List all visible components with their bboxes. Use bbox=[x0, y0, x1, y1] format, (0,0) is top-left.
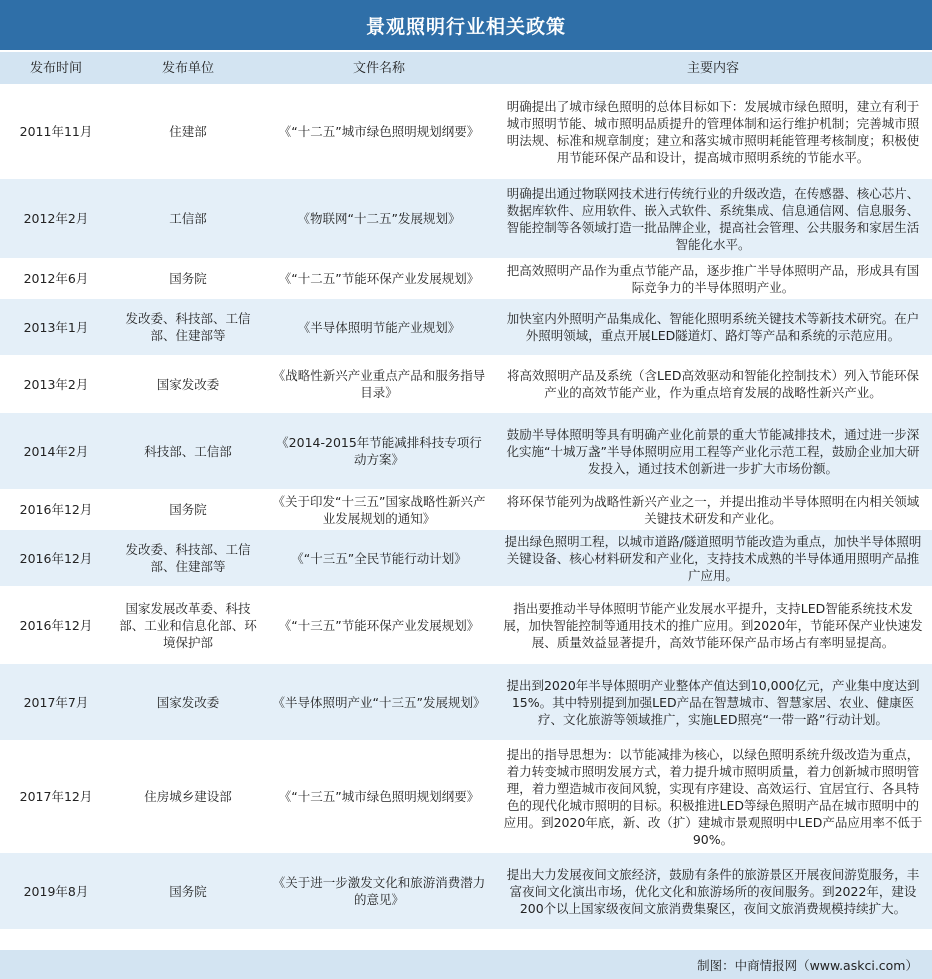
cell-content: 明确提出了城市绿色照明的总体目标如下：发展城市绿色照明，建立有利于城市照明节能、城市照明品质提升的管理体制和运行维护机制；完善城市照明法规、标准和规章制度；建立和落实城市照明耗能管理考核制度；积极使用节能环保产品和设计，提高城市照明系统的节能水平。 bbox=[494, 85, 932, 179]
cell-content: 明确提出通过物联网技术进行传统行业的升级改造，在传感器、核心芯片、数据库软件、应用软件、嵌入式软件、系统集成、信息通信网、信息服务、智能控制等各领域打造一批品牌企业，提高社会管理、公共服务和家居生活智能化水平。 bbox=[494, 179, 932, 259]
cell-unit: 国家发改委 bbox=[112, 356, 264, 413]
cell-doc: 《2014-2015年节能减排科技专项行动方案》 bbox=[264, 413, 494, 490]
cell-content: 指出要推动半导体照明节能产业发展水平提升，支持LED智能系统技术发展，加快智能控制等通用技术的推广应用。到2020年，节能环保产业快速发展、质量效益显著提升，高效节能环保产品市场占有率明显提高。 bbox=[494, 587, 932, 664]
cell-content: 鼓励半导体照明等具有明确产业化前景的重大节能减排技术，通过进一步深化实施“十城万盏”半导体照明应用工程等产业化示范工程，鼓励企业加大研发投入，通过技术创新进一步扩大市场份额。 bbox=[494, 413, 932, 490]
page-title: 景观照明行业相关政策 bbox=[0, 0, 932, 50]
cell-doc: 《半导体照明产业“十三五”发展规划》 bbox=[264, 664, 494, 741]
cell-doc: 《半导体照明节能产业规划》 bbox=[264, 299, 494, 356]
table-header-row bbox=[0, 52, 932, 85]
header-unit: 发布单位 bbox=[112, 52, 264, 85]
cell-content: 将高效照明产品及系统（含LED高效驱动和智能化控制技术）列入节能环保产业的高效节能产业，作为重点培育发展的战略性新兴产业。 bbox=[494, 356, 932, 413]
cell-doc: 《物联网“十二五”发展规划》 bbox=[264, 179, 494, 259]
cell-time: 2016年12月 bbox=[0, 490, 112, 530]
cell-time: 2016年12月 bbox=[0, 530, 112, 587]
cell-content: 把高效照明产品作为重点节能产品，逐步推广半导体照明产品，形成具有国际竞争力的半导体照明产业。 bbox=[494, 259, 932, 299]
table-row bbox=[0, 530, 932, 587]
cell-unit: 国务院 bbox=[112, 853, 264, 930]
policy-table bbox=[0, 52, 932, 930]
cell-doc: 《关于进一步激发文化和旅游消费潜力的意见》 bbox=[264, 853, 494, 930]
cell-time: 2019年8月 bbox=[0, 853, 112, 930]
table-row bbox=[0, 85, 932, 179]
cell-time: 2017年7月 bbox=[0, 664, 112, 741]
cell-content: 提出大力发展夜间文旅经济，鼓励有条件的旅游景区开展夜间游览服务，丰富夜间文化演出市场，优化文化和旅游场所的夜间服务。到2022年，建设200个以上国家级夜间文旅消费集聚区，夜间文旅消费规模持续扩大。 bbox=[494, 853, 932, 930]
cell-unit: 国家发展改革委、科技部、工业和信息化部、环境保护部 bbox=[112, 587, 264, 664]
table-row bbox=[0, 587, 932, 664]
table-row bbox=[0, 179, 932, 259]
cell-unit: 住房城乡建设部 bbox=[112, 741, 264, 853]
cell-unit: 工信部 bbox=[112, 179, 264, 259]
cell-time: 2012年6月 bbox=[0, 259, 112, 299]
cell-doc: 《“十三五”节能环保产业发展规划》 bbox=[264, 587, 494, 664]
header-content: 主要内容 bbox=[494, 52, 932, 85]
cell-content: 提出的指导思想为：以节能减排为核心，以绿色照明系统升级改造为重点，着力转变城市照明发展方式，着力提升城市照明质量，着力创新城市照明管理，着力塑造城市夜间风貌，实现有序建设、高效运行、宜居宜行、各具特色的现代化城市照明的目标。积极推进LED等绿色照明产品在城市照明中的应用。到2020年底，新、改（扩）建城市景观照明中LED产品应用率不低于90%。 bbox=[494, 741, 932, 853]
cell-time: 2011年11月 bbox=[0, 85, 112, 179]
cell-doc: 《“十三五”城市绿色照明规划纲要》 bbox=[264, 741, 494, 853]
cell-content: 将环保节能列为战略性新兴产业之一，并提出推动半导体照明在内相关领域关键技术研发和产业化。 bbox=[494, 490, 932, 530]
cell-time: 2014年2月 bbox=[0, 413, 112, 490]
table-row bbox=[0, 741, 932, 853]
cell-content: 提出绿色照明工程，以城市道路/隧道照明节能改造为重点，加快半导体照明关键设备、核心材料研发和产业化，支持技术成熟的半导体通用照明产品推广应用。 bbox=[494, 530, 932, 587]
header-doc: 文件名称 bbox=[264, 52, 494, 85]
cell-unit: 住建部 bbox=[112, 85, 264, 179]
cell-doc: 《“十三五”全民节能行动计划》 bbox=[264, 530, 494, 587]
cell-time: 2016年12月 bbox=[0, 587, 112, 664]
cell-doc: 《“十二五”城市绿色照明规划纲要》 bbox=[264, 85, 494, 179]
cell-content: 加快室内外照明产品集成化、智能化照明系统关键技术等新技术研究。在户外照明领域，重点开展LED隧道灯、路灯等产品和系统的示范应用。 bbox=[494, 299, 932, 356]
cell-doc: 《关于印发“十三五”国家战略性新兴产业发展规划的通知》 bbox=[264, 490, 494, 530]
table-row bbox=[0, 413, 932, 490]
table-row bbox=[0, 490, 932, 530]
table-row bbox=[0, 853, 932, 930]
cell-unit: 发改委、科技部、工信部、住建部等 bbox=[112, 530, 264, 587]
table-row bbox=[0, 664, 932, 741]
cell-time: 2012年2月 bbox=[0, 179, 112, 259]
table-row bbox=[0, 299, 932, 356]
header-time: 发布时间 bbox=[0, 52, 112, 85]
cell-doc: 《战略性新兴产业重点产品和服务指导目录》 bbox=[264, 356, 494, 413]
cell-unit: 国务院 bbox=[112, 490, 264, 530]
table-row bbox=[0, 259, 932, 299]
cell-unit: 国家发改委 bbox=[112, 664, 264, 741]
footer-credit: 制图：中商情报网（www.askci.com） bbox=[0, 950, 932, 979]
cell-unit: 国务院 bbox=[112, 259, 264, 299]
cell-time: 2013年1月 bbox=[0, 299, 112, 356]
cell-time: 2013年2月 bbox=[0, 356, 112, 413]
cell-content: 提出到2020年半导体照明产业整体产值达到10,000亿元，产业集中度达到15%。其中特别提到加强LED产品在智慧城市、智慧家居、农业、健康医疗、文化旅游等领域推广，实施LED照亮“一带一路”行动计划。 bbox=[494, 664, 932, 741]
cell-doc: 《“十二五”节能环保产业发展规划》 bbox=[264, 259, 494, 299]
cell-unit: 发改委、科技部、工信部、住建部等 bbox=[112, 299, 264, 356]
cell-unit: 科技部、工信部 bbox=[112, 413, 264, 490]
cell-time: 2017年12月 bbox=[0, 741, 112, 853]
table-row bbox=[0, 356, 932, 413]
